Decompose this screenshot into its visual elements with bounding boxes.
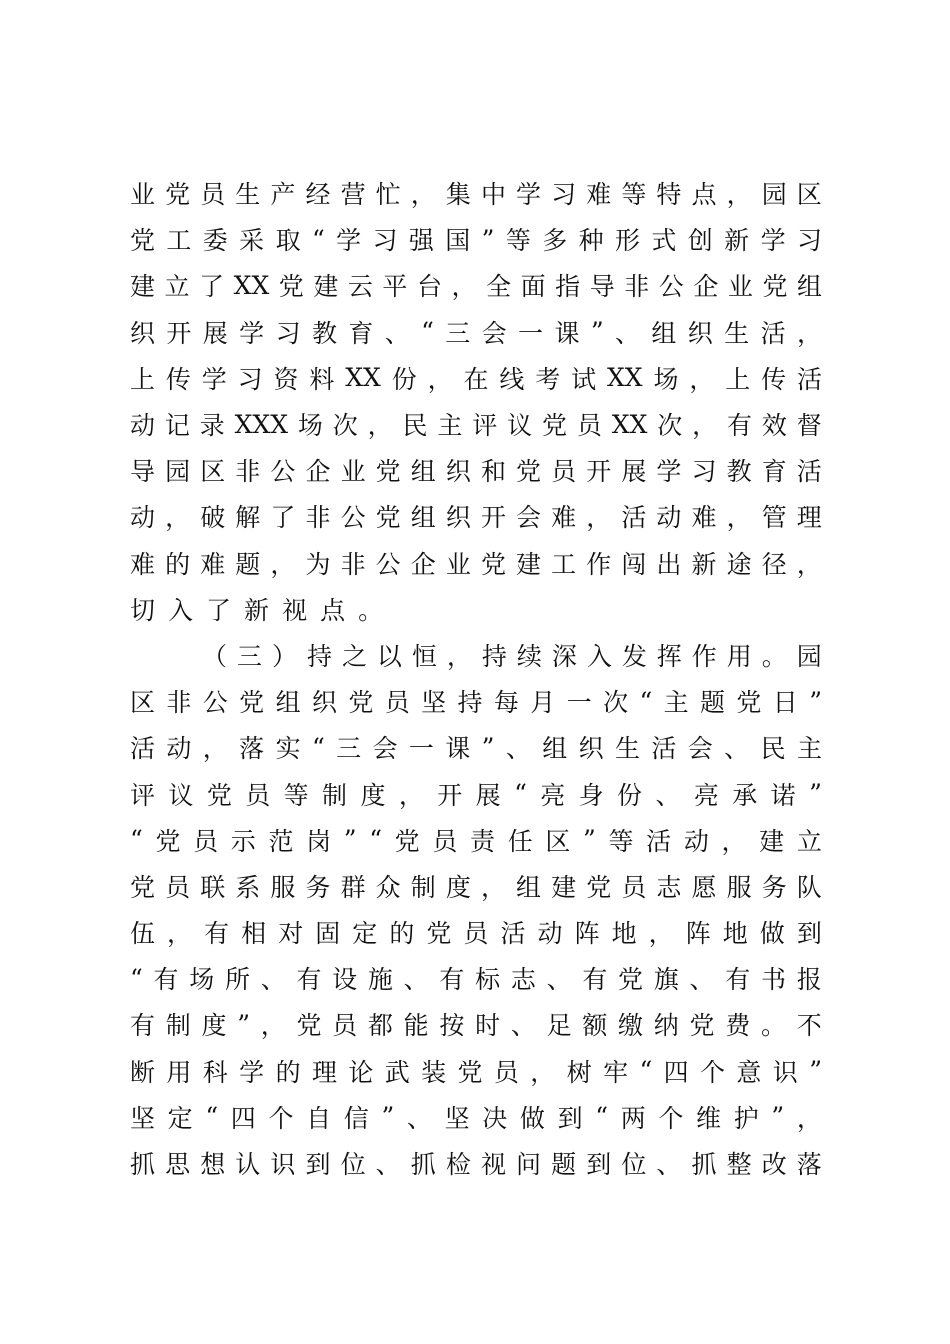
text-line: 动 ， 破 解 了 非 公 党 组 织 开 会 难 ， 活 动 难 ， 管 理 [130, 503, 822, 533]
text-line: 织 开 展 学 习 教 育 、 “ 三 会 一 课 ” 、 组 织 生 活 ， [130, 317, 822, 348]
text-line: 动 记 录 XXX 场 次 ， 民 主 评 议 党 员 XX 次 ， 有 效 督 [130, 409, 822, 441]
text-line: 导 园 区 非 公 企 业 党 组 织 和 党 员 开 展 学 习 教 育 活 [130, 457, 822, 487]
text-line: 业 党 员 生 产 经 营 忙 ， 集 中 学 习 难 等 特 点 ， 园 区 [130, 180, 822, 210]
text-line: 建 立 了 XX 党 建 云 平 台 ， 全 面 指 导 非 公 企 业 党 组 [130, 270, 822, 302]
text-line: “ 有 场 所 、 有 设 施 、 有 标 志 、 有 党 旗 、 有 书 报 [130, 963, 822, 995]
body-text [130, 170, 822, 1186]
text-line: “ 党 员 示 范 岗 ” “ 党 员 责 任 区 ” 等 活 动 ， 建 立 [130, 825, 822, 856]
text-line: 评 议 党 员 等 制 度 ， 开 展 “ 亮 身 份 、 亮 承 诺 ” [130, 779, 822, 810]
text-line: 坚 定 “ 四 个 自 信 ” 、 坚 决 做 到 “ 两 个 维 护 ” ， [130, 1102, 822, 1133]
text-line: 党 工 委 采 取 “ 学 习 强 国 ” 等 多 种 形 式 创 新 学 习 [130, 224, 822, 256]
text-line: 活 动 ， 落 实 “ 三 会 一 课 ” 、 组 织 生 活 会 、 民 主 [130, 732, 822, 764]
text-line: 上 传 学 习 资 料 XX 份 ， 在 线 考 试 XX 场 ， 上 传 活 [130, 363, 822, 394]
text-line: 切 入 了 新 视 点 。 [130, 595, 384, 625]
text-line: 有 制 度 ” ， 党 员 都 能 按 时 、 足 额 缴 纳 党 费 。 不 [130, 1009, 822, 1041]
text-line: 断 用 科 学 的 理 论 武 装 党 员 ， 树 牢 “ 四 个 意 识 ” [130, 1056, 822, 1087]
text-line: （ 三 ） 持 之 以 恒 ， 持 续 深 入 发 挥 作 用 。 园 [202, 641, 822, 671]
text-line: 抓 思 想 认 识 到 位 、 抓 检 视 问 题 到 位 、 抓 整 改 落 [130, 1150, 822, 1180]
text-line: 党 员 联 系 服 务 群 众 制 度 ， 组 建 党 员 志 愿 服 务 队 [130, 872, 822, 902]
text-line: 伍 ， 有 相 对 固 定 的 党 员 活 动 阵 地 ， 阵 地 做 到 [130, 919, 822, 949]
text-line: 难 的 难 题 ， 为 非 公 企 业 党 建 工 作 闯 出 新 途 径 ， [130, 549, 822, 579]
text-line: 区 非 公 党 组 织 党 员 坚 持 每 月 一 次 “ 主 题 党 日 ” [130, 686, 822, 718]
